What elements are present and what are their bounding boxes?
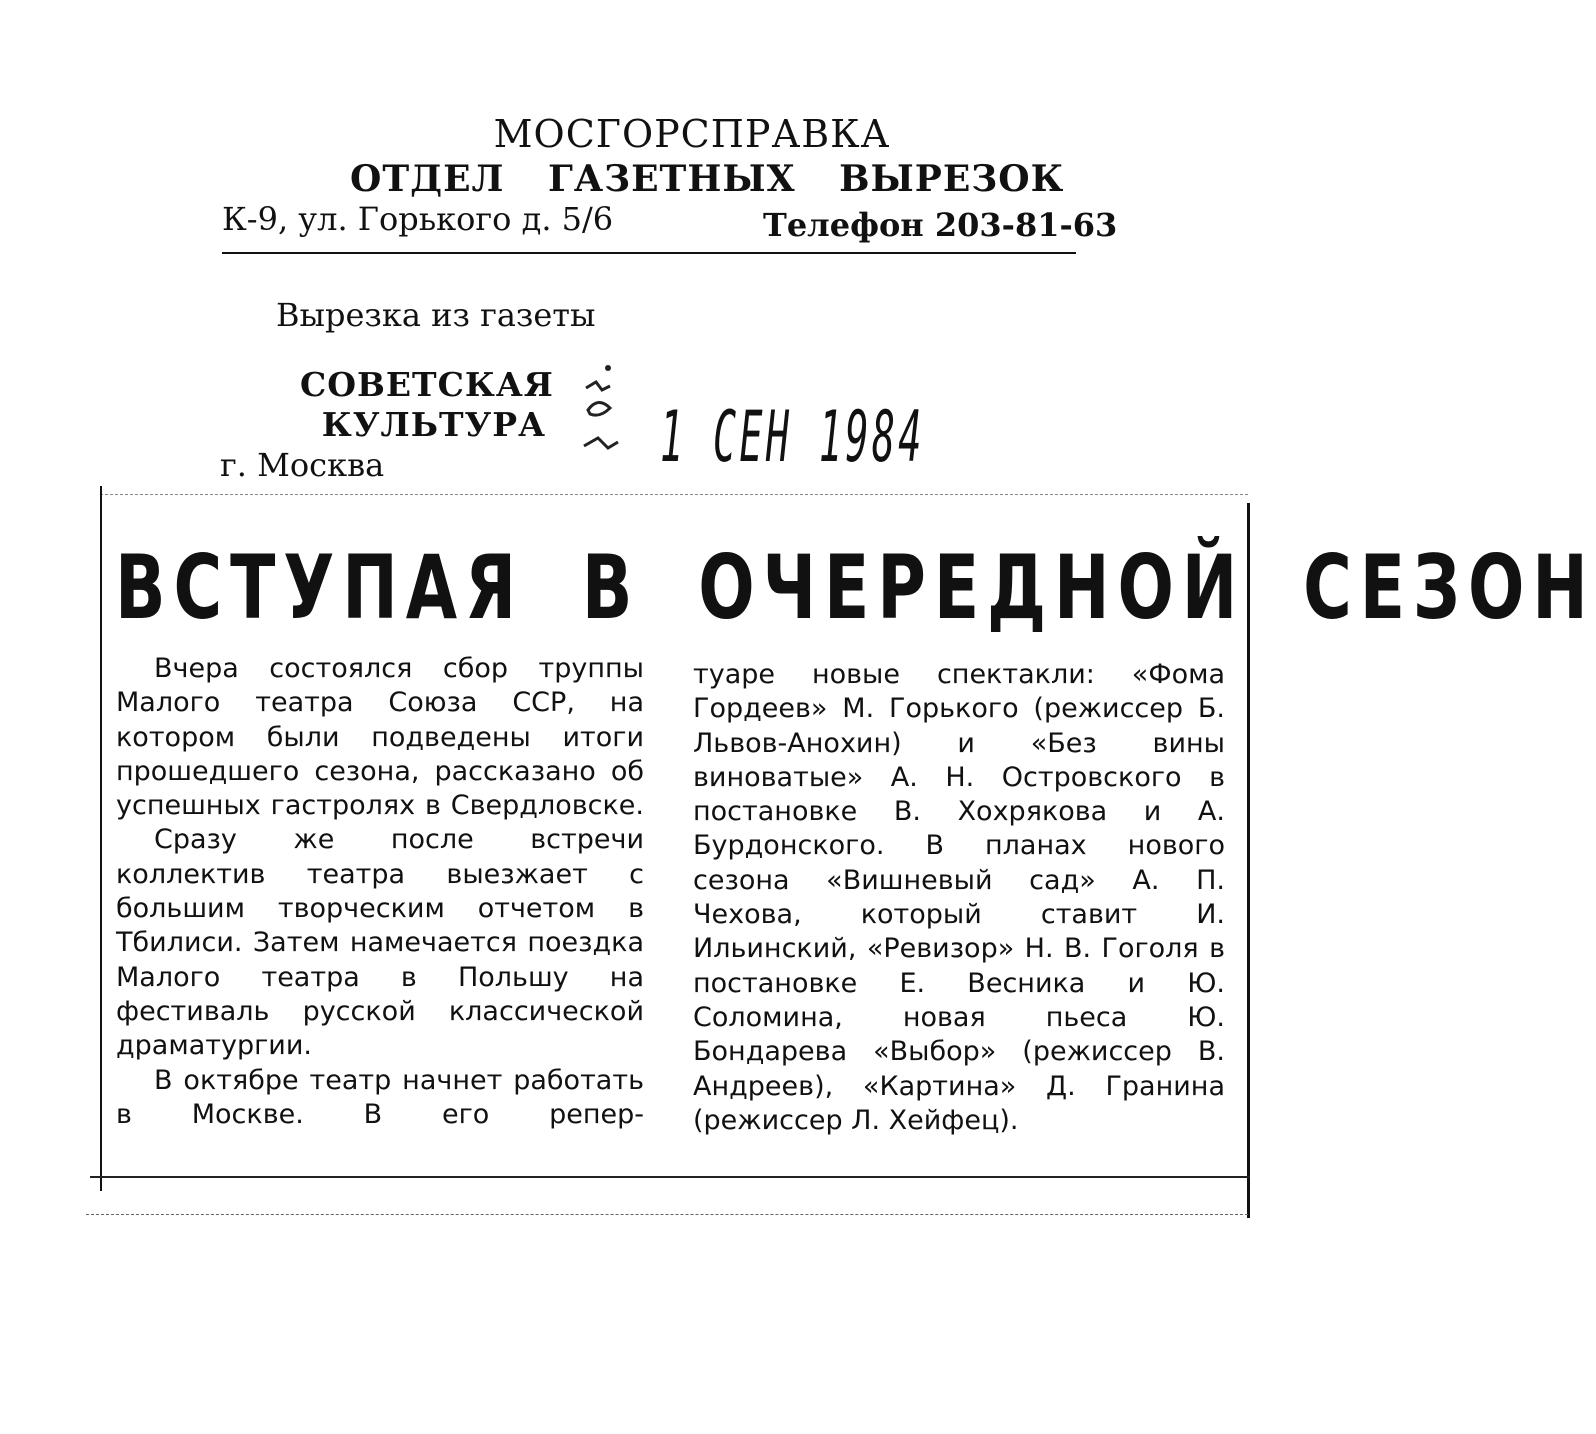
article-column-right [693,658,1225,1138]
newspaper-name [300,365,554,445]
newspaper-city: г. Москва [220,446,385,484]
stamp-smudge-icon [578,360,638,470]
header-rule [222,252,1076,254]
clipping-top-edge [100,494,1248,495]
agency-name: МОСГОРСПРАВКА [493,112,891,156]
article-paragraph: В октябре театр начнет работать в Москве. В его репер- [116,1064,644,1130]
newspaper-name-line1: СОВЕТСКАЯ [300,365,554,404]
article-paragraph: Вчера состоялся сбор труппы Малого театра Союза ССР, на котором были подведены итоги прошедшего сезона, рассказано об успешных гастролях в Свердловске. [116,653,644,822]
clipping-bottom-edge [90,1176,1250,1178]
article-paragraph: Сразу же после встречи коллектив театра выезжает с большим творческим отчетом в Тбилиси. Затем намечается поездка Малого театра в Польшу на фестиваль русской классической драматургии. [116,824,644,1062]
article-headline: ВСТУПАЯ В ОЧЕРЕДНОЙ СЕЗОН [115,536,1596,639]
article-paragraph: туаре новые спектакли: «Фома Гордеев» М. Горького (режиссер Б. Львов-Анохин) и «Без вины виноватые» А. Н. Островского в постановке В. Хохрякова и А. Бурдонского. В планах нового сезона «Вишневый сад» А. П. Чехова, который ставит И. Ильинский, «Ревизор» Н. В. Гоголя в постановке Е. Весника и Ю. Соломина, новая пьеса Ю. Бондарева «Выбор» (режиссер В. Андреев), «Картина» Д. Гранина (режиссер Л. Хейфец). [693,659,1225,1136]
clipping-cut-line [86,1214,1248,1215]
clip-label: Вырезка из газеты [276,296,596,334]
clipping-left-edge [100,486,102,1191]
agency-address: К-9, ул. Горького д. 5/6 [222,200,614,238]
agency-phone: Телефон 203-81-63 [763,206,1118,244]
newspaper-name-line2: КУЛЬТУРА [321,405,546,444]
article-column-left [116,652,644,1132]
department-name: ОТДЕЛ ГАЗЕТНЫХ ВЫРЕЗОК [350,158,1065,200]
date-stamp: 1 СЕН 1984 [660,396,925,478]
